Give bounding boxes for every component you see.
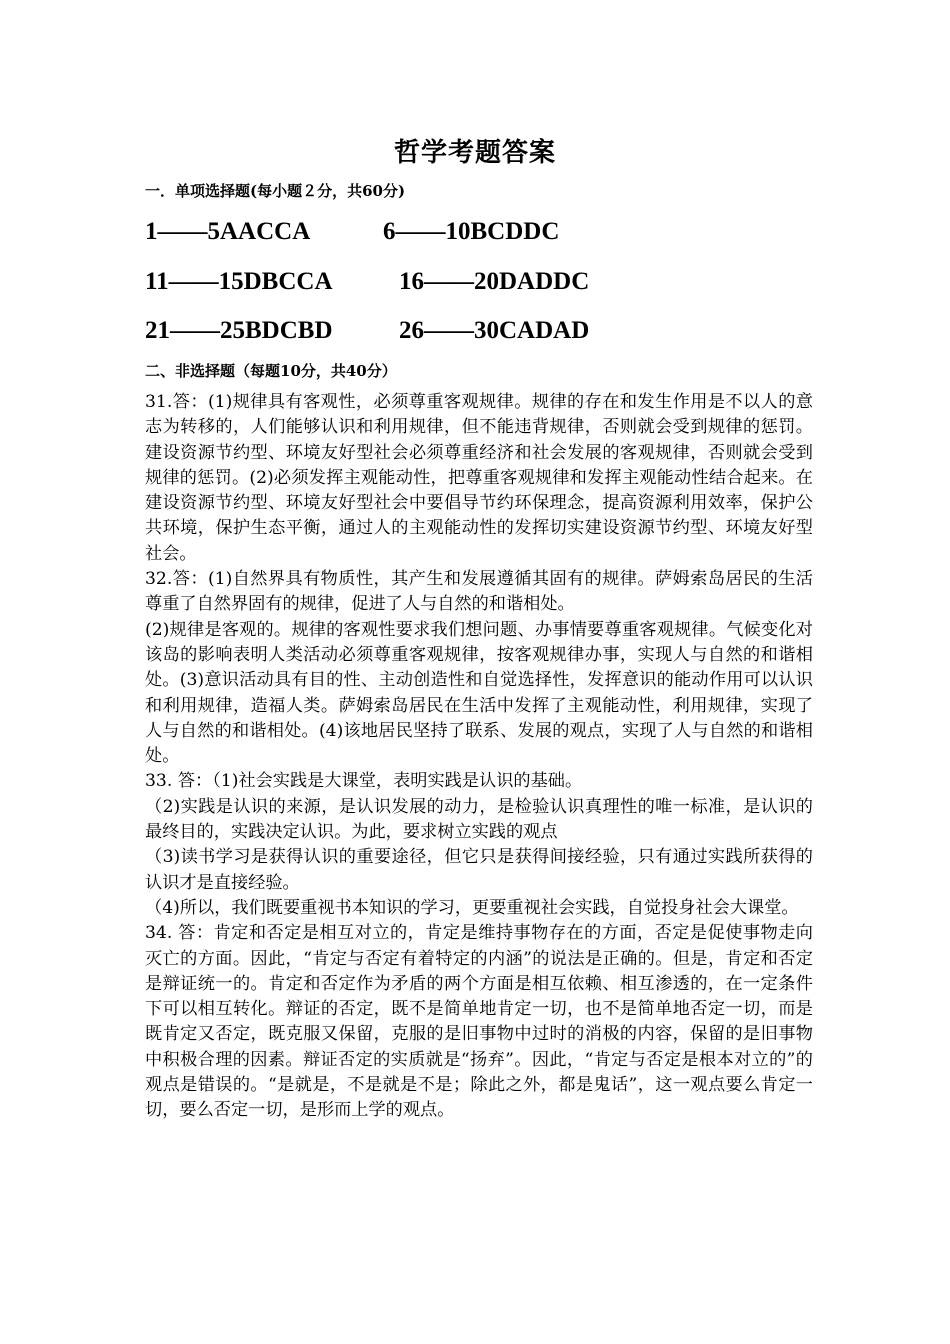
answer-group: 21——25BDCBD [145, 317, 333, 344]
answer-row [145, 268, 590, 296]
section-heading-essay: 二、非选择题（每题10分，共40分） [145, 362, 397, 380]
page-title: 哲学考题答案 [393, 138, 556, 168]
answer-row [145, 218, 560, 246]
answer-paragraph: 32.答：(1)自然界具有物质性，其产生和发展遵循其固有的规律。萨姆索岛居民的生活尊重了自然界固有的规律，促进了人与自然的和谐相处。 [145, 569, 813, 615]
answer-paragraph: 33. 答：（1)社会实践是大课堂，表明实践是认识的基础。 [145, 771, 583, 792]
answer-paragraph: （3)读书学习是获得认识的重要途径，但它只是获得间接经验，只有通过实践所获得的认识才是直接经验。 [145, 847, 813, 893]
answer-paragraph: (2)规律是客观的。规律的客观性要求我们想问题、办事情要尊重客观规律。气候变化对该岛的影响表明人类活动必须尊重客观规律，按客观规律办事，实现人与自然的和谐相处。(3)意识活动具有目的性、主动创造性和自觉选择性，发挥意识的能动作用可以认识和利用规律，造福人类。萨姆索岛居民在生活中发挥了主观能动性，利用规律，实现了人与自然的和谐相处。(4)该地居民坚持了联系、发展的观点，实现了人与自然的和谐相处。 [145, 619, 813, 767]
answer-paragraph: 31.答：(1)规律具有客观性，必须尊重客观规律。规律的存在和发生作用是不以人的意志为转移的，人们能够认识和利用规律，但不能违背规律，否则就会受到规律的惩罚。建设资源节约型、环境友好型社会必须尊重经济和社会发展的客观规律，否则就会受到规律的惩罚。(2)必须发挥主观能动性，把尊重客观规律和发挥主观能动性结合起来。在建设资源节约型、环境友好型社会中要倡导节约环保理念，提高资源利用效率，保护公共环境，保护生态平衡，通过人的主观能动性的发挥切实建设资源节约型、环境友好型社会。 [145, 392, 813, 564]
section-heading-multiple-choice: 一．单项选择题(每小题２分，共60分) [145, 182, 406, 200]
answer-paragraph: （2)实践是认识的来源，是认识发展的动力，是检验认识真理性的唯一标准，是认识的最终目的，实践决定认识。为此，要求树立实践的观点 [145, 796, 813, 843]
answer-group: 6——10BCDDC [383, 218, 560, 245]
answer-row [145, 317, 590, 345]
answer-body [145, 390, 813, 1124]
answer-paragraph: 34. 答：肯定和否定是相互对立的，肯定是维持事物存在的方面，否定是促使事物走向灭亡的方面。因此，“肯定与否定有着特定的内涵”的说法是正确的。但是，肯定和否定是辩证统一的。肯定和否定作为矛盾的两个方面是相互依赖、相互渗透的，在一定条件下可以相互转化。辩证的否定，既不是简单地肯定一切，也不是简单地否定一切，而是既肯定又否定，既克服又保留，克服的是旧事物中过时的消极的内容，保留的是旧事物中积极合理的因素。辩证否定的实质就是“扬弃”。因此，“肯定与否定是根本对立的”的观点是错误的。“是就是，不是就是不是；除此之外，都是鬼话”，这一观点要么肯定一切，要么否定一切，是形而上学的观点。 [145, 923, 813, 1121]
answer-group: 11——15DBCCA [145, 268, 333, 295]
answer-group: 26——30CADAD [399, 317, 590, 344]
answer-group: 16——20DADDC [399, 268, 590, 295]
answer-group: 1——5AACCA [145, 218, 311, 245]
answer-paragraph: （4)所以，我们既要重视书本知识的学习，更要重视社会实践，自觉投身社会大课堂。 [145, 897, 799, 918]
